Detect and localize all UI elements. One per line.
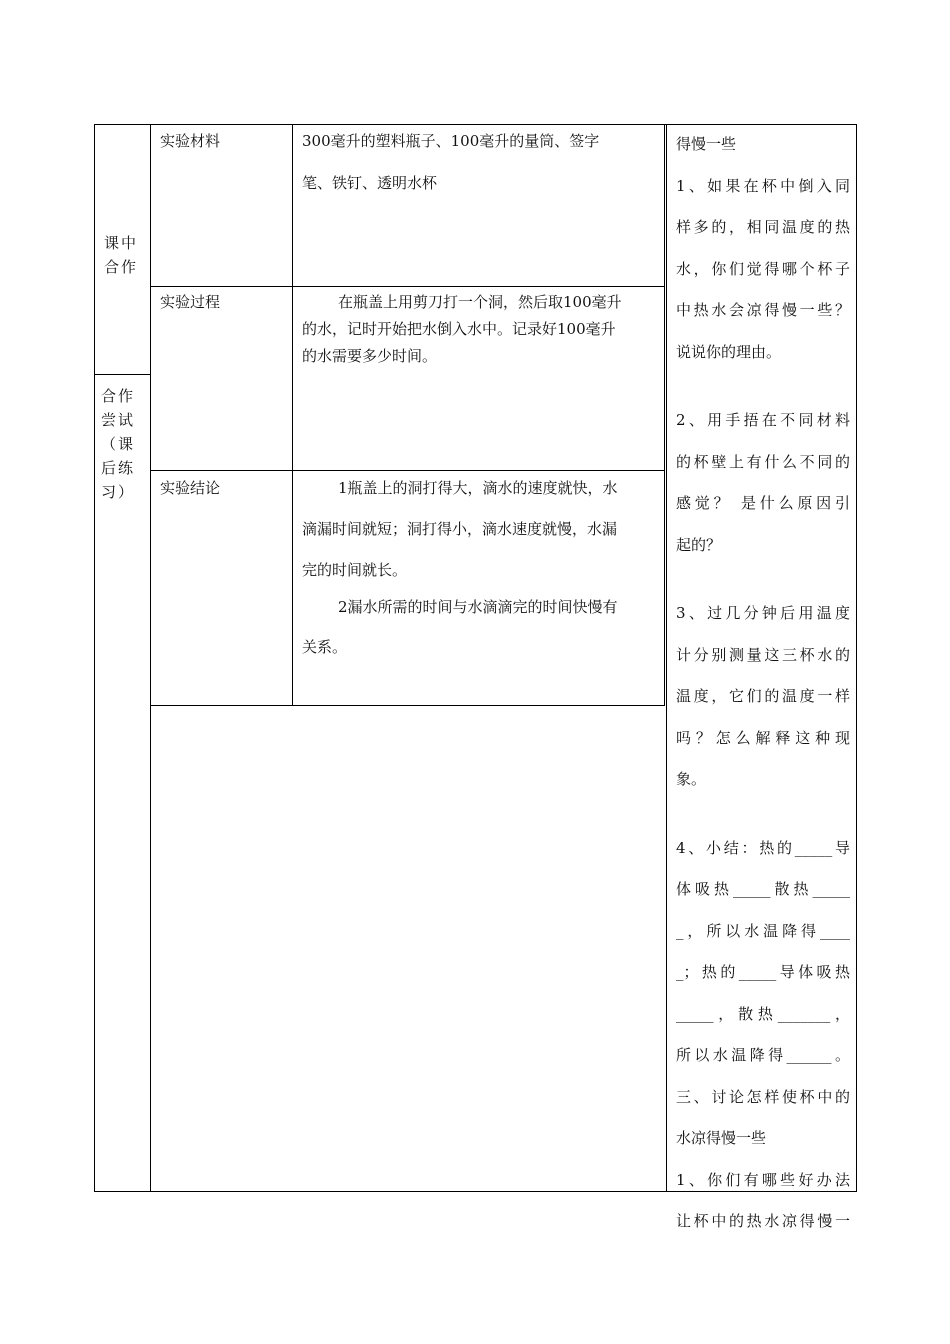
inner-table-bottom [150, 705, 665, 706]
right-line: 中热水会凉得慢一些？ [676, 301, 850, 319]
right-line: 让杯中的热水凉得慢一 [676, 1212, 850, 1230]
conclusion-text-1: 1瓶盖上的洞打得大，滴水的速度就快，水 [338, 479, 618, 497]
inner-row-divider-1 [150, 286, 665, 287]
right-line: 3、过几分钟后用温度 [676, 604, 850, 622]
right-line: 2、用手捂在不同材料 [676, 411, 850, 429]
right-line: 1、如果在杯中倒入同 [676, 176, 850, 195]
materials-text-2: 笔、铁钉、透明水杯 [302, 174, 438, 192]
conclusion-text-4: 2漏水所需的时间与水滴滴完的时间快慢有 [338, 598, 618, 616]
right-line: 吗？怎么解释这种现 [676, 728, 850, 747]
right-line: 得慢一些 [676, 135, 737, 153]
conclusion-label: 实验结论 [160, 479, 221, 497]
inner-right-border [664, 124, 665, 706]
table-right-border [856, 124, 857, 1192]
right-line: 三、讨论怎样使杯中的 [676, 1087, 850, 1106]
label-try-practice: 合作尝试（课后练习） [101, 387, 136, 501]
materials-text-1: 300毫升的塑料瓶子、100毫升的量筒、签字 [302, 132, 600, 150]
right-line: 4、小结：热的_____导 [676, 838, 850, 857]
right-column-divider [666, 124, 667, 1192]
left-column-divider [150, 124, 151, 1192]
right-line: _；热的_____导体吸热 [676, 963, 850, 981]
conclusion-text-2: 滴漏时间就短；洞打得小，滴水速度就慢，水漏 [302, 520, 618, 538]
right-line: 象。 [676, 770, 707, 788]
right-line: 温度，它们的温度一样 [676, 687, 850, 705]
right-column-text [676, 124, 850, 1243]
inner-label-divider [292, 124, 293, 706]
right-line: 起的？ [676, 535, 722, 554]
right-line: 1、你们有哪些好办法 [676, 1170, 850, 1189]
right-line: 水凉得慢一些 [676, 1129, 767, 1147]
process-label: 实验过程 [160, 293, 221, 311]
right-line: 所以水温降得______。 [676, 1046, 850, 1064]
right-line: 水，你们觉得哪个杯子 [676, 259, 850, 278]
table-left-border [94, 124, 95, 1192]
right-line: 说说你的理由。 [676, 342, 782, 361]
right-line: 感觉？ 是什么原因引 [676, 494, 850, 512]
process-text-2: 的水，记时开始把水倒入水中。记录好100毫升 [302, 320, 616, 338]
right-line: 体吸热_____散热_____ [676, 880, 850, 898]
conclusion-text-3: 完的时间就长。 [302, 561, 408, 579]
label-class-cooperation: 课中合作 [104, 234, 139, 276]
right-line: 计分别测量这三杯水的 [676, 645, 850, 664]
right-line: 的杯壁上有什么不同的 [676, 452, 850, 471]
right-line: _，所以水温降得____ [676, 921, 850, 940]
process-text-3: 的水需要多少时间。 [302, 347, 438, 365]
conclusion-text-5: 关系。 [302, 638, 348, 656]
right-line: _____，散热_______， [676, 1004, 850, 1023]
left-label-divider [94, 374, 151, 375]
materials-label: 实验材料 [160, 132, 221, 150]
inner-row-divider-2 [150, 470, 665, 471]
process-text-1: 在瓶盖上用剪刀打一个洞，然后取100毫升 [338, 293, 622, 311]
right-line: 样多的，相同温度的热 [676, 218, 850, 236]
